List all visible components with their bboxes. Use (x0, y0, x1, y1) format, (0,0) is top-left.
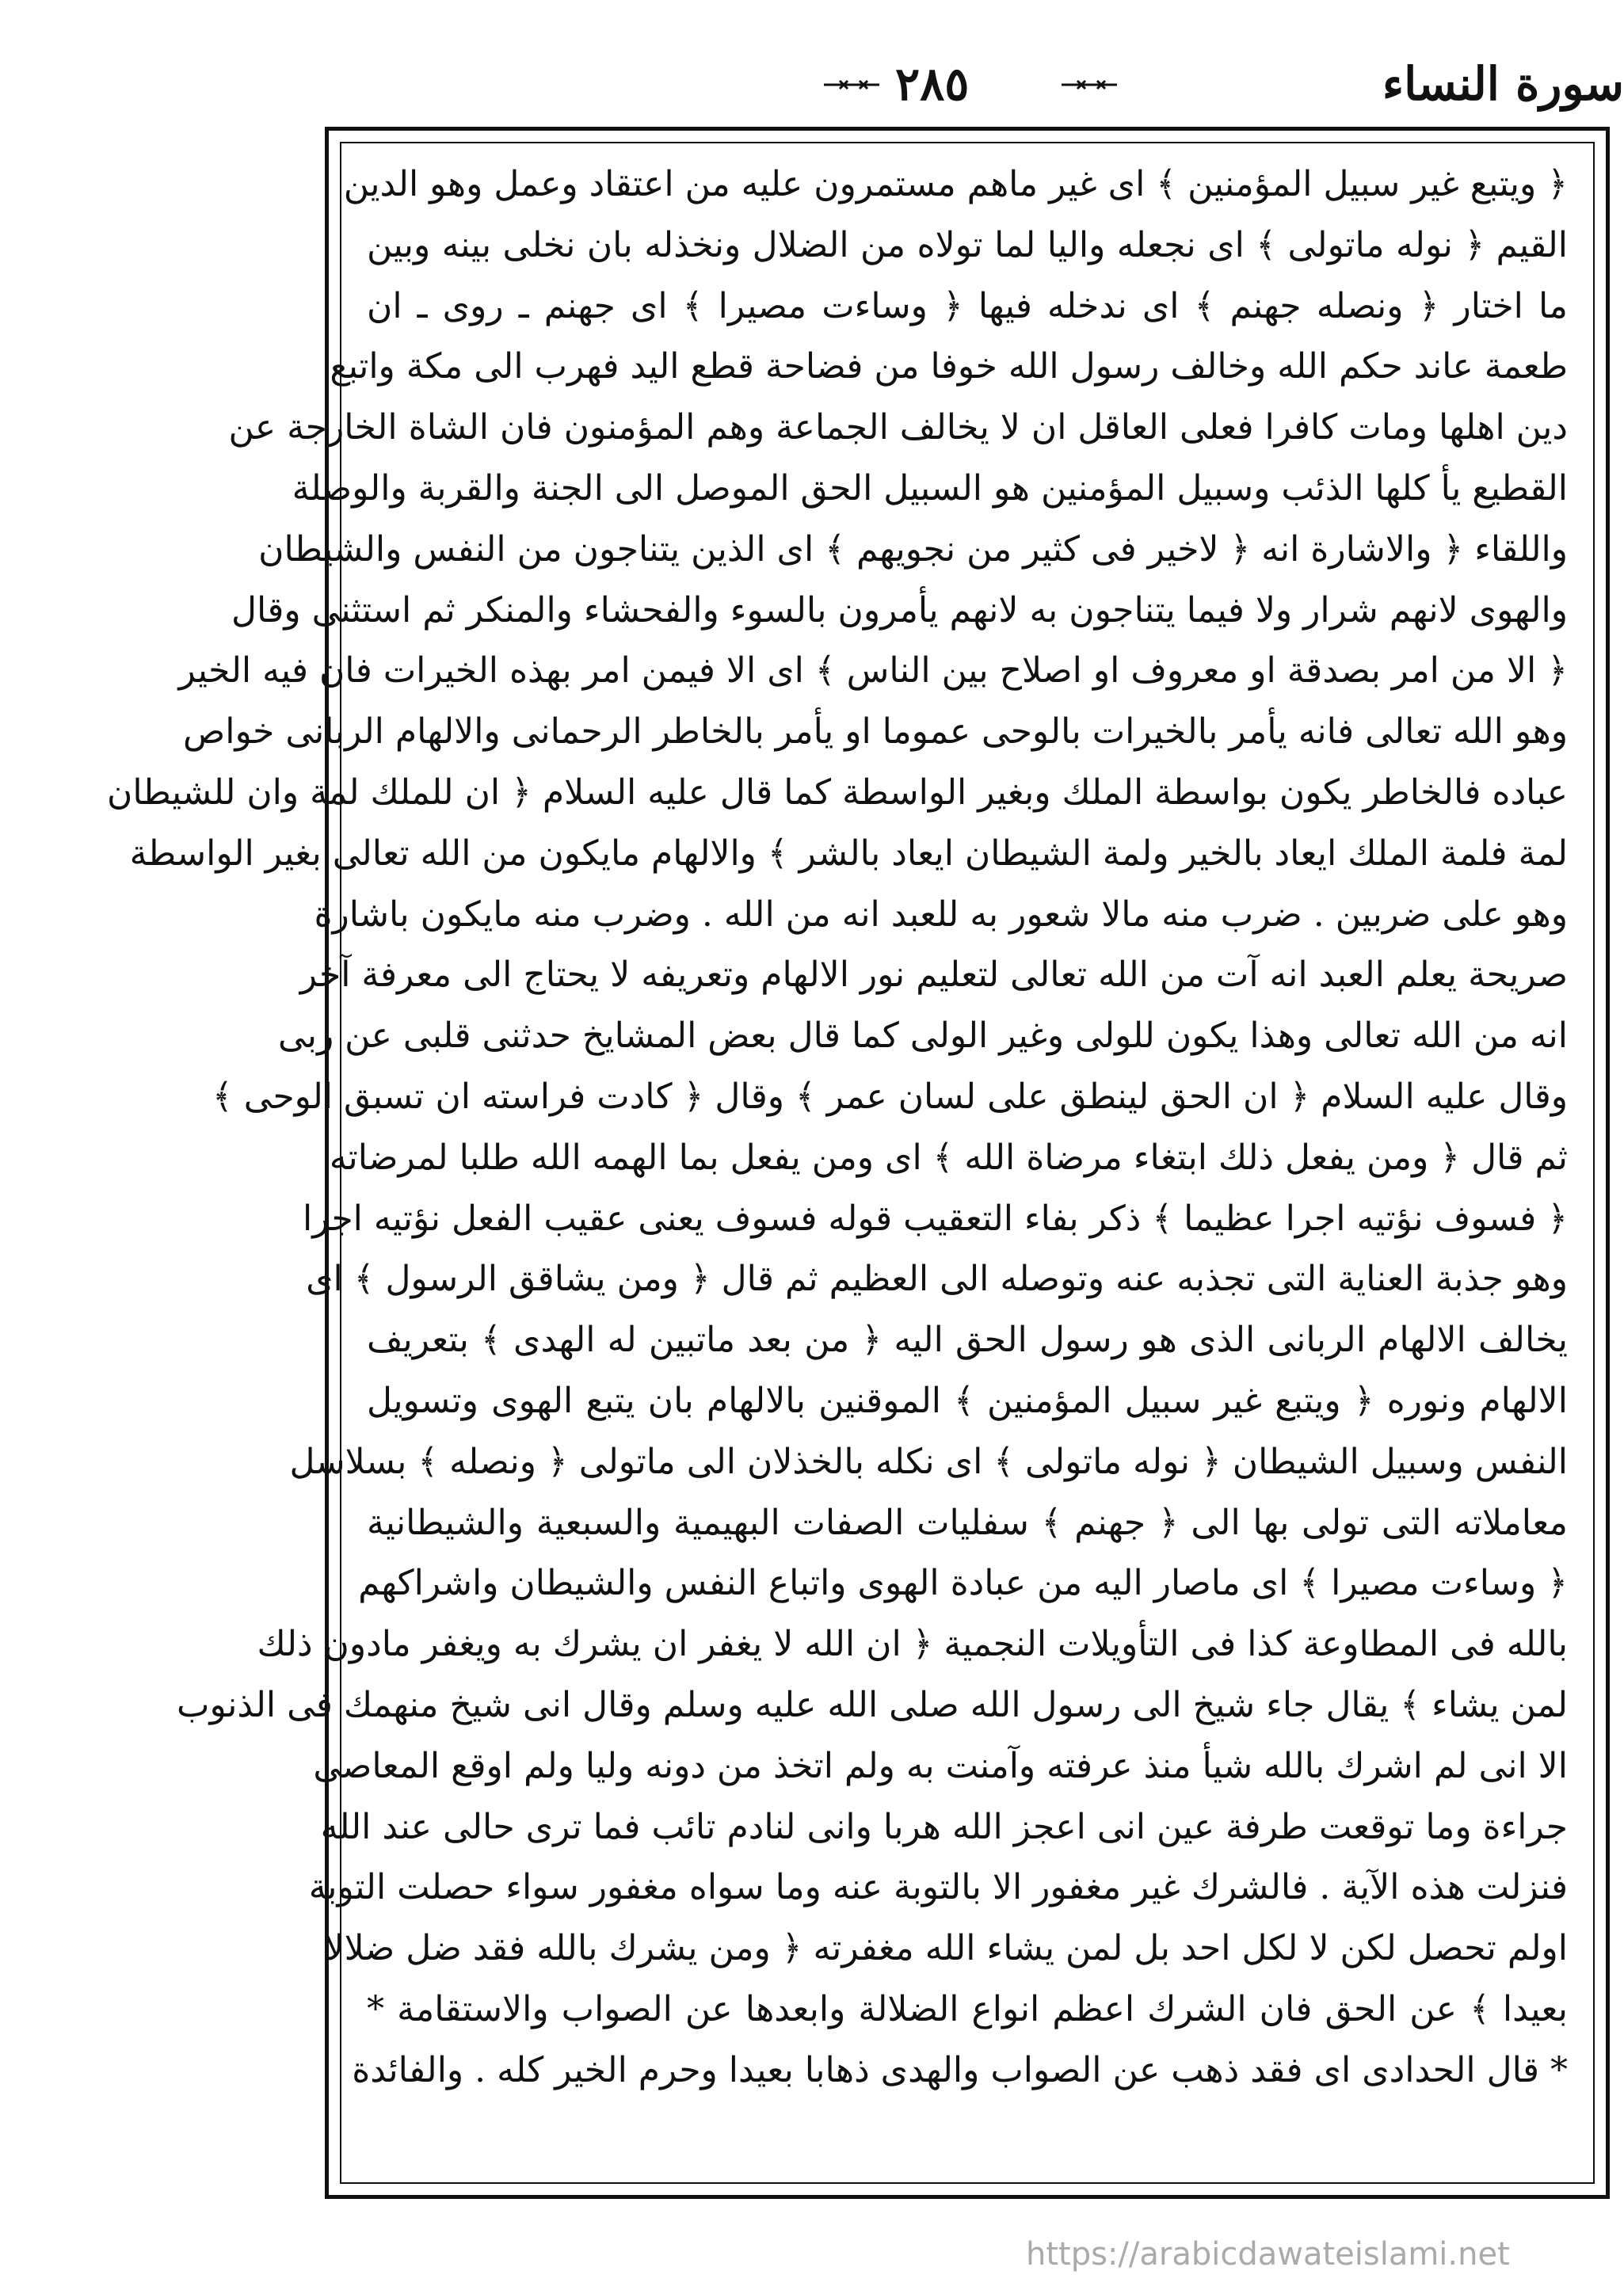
text-line: وهو الله تعالى فانه يأمر بالخيرات بالوحى عموما او يأمر بالخاطر الرحمانى والالهام الربانى خواص (183, 711, 1568, 753)
text-line: صريحة يعلم العبد انه آت من الله تعالى لتعليم نور الالهام وتعريفه لا يحتاج الى معرفة آخر (299, 954, 1568, 996)
surah-title: سورة النساء (1382, 57, 1624, 111)
text-line: ﴿ فسوف نؤتيه اجرا عظيما ﴾ ذكر بفاء التعقيب قوله فسوف يعنى عقيب الفعل نؤتيه اجرا (302, 1198, 1568, 1239)
text-frame (107, 127, 1610, 2199)
text-line: اولم تحصل لكن لا لكل احد بل لمن يشاء الله مغفرته ﴿ ومن يشرك بالله فقد ضل ضلالا (324, 1928, 1568, 1969)
text-line: ﴿ ويتبع غير سبيل المؤمنين ﴾ اى غير ماهم مستمرون عليه من اعتقاد وعمل وهو الدين (343, 164, 1568, 204)
text-line: والهوى لانهم شرار ولا فيما يتناجون به لانهم يأمرون بالسوء والفحشاء والمنكر ثم استثنى وقال (231, 589, 1568, 631)
text-line: يخالف الالهام الربانى الذى هو رسول الحق اليه ﴿ من بعد ماتبين له الهدى ﴾ بتعريف (367, 1320, 1568, 1361)
text-line: الا انى لم اشرك بالله شيأ منذ عرفته وآمنت به ولم اتخذ من دونه وليا ولم اوقع المعاصى (313, 1745, 1568, 1786)
text-line: جراءة وما توقعت طرفة عين انى اعجز الله هربا وانى لنادم تائب فما ترى حالى عند الله (320, 1806, 1568, 1847)
text-line: معاملاته التى تولى بها الى ﴿ جهنم ﴾ سفليات الصفات البهيمية والسبعية والشيطانية (367, 1502, 1568, 1543)
text-line: النفس وسبيل الشيطان ﴿ نوله ماتولى ﴾ اى نكله بالخذلان الى ماتولى ﴿ ونصله ﴾ بسلاسل (289, 1441, 1568, 1482)
text-line: عباده فالخاطر يكون بواسطة الملك وبغير الواسطة كما قال عليه السلام ﴿ ان للملك لمة وان للشيطان (107, 772, 1568, 813)
text-line: بعيدا ﴾ عن الحق فان الشرك اعظم انواع الضلالة وابعدها عن الصواب والاستقامة * (367, 1988, 1568, 2029)
text-line: القطيع يأ كلها الذئب وسبيل المؤمنين هو السبيل الحق الموصل الى الجنة والقربة والوصلة (292, 467, 1568, 509)
text-line: واللقاء ﴿ والاشارة انه ﴿ لاخير فى كثير من نجويهم ﴾ اى الذين يتناجون من النفس والشيطان (258, 528, 1568, 570)
text-line: ﴿ وساءت مصيرا ﴾ اى ماصار اليه من عبادة الهوى واتباع النفس والشيطان واشراكهم (358, 1563, 1568, 1604)
text-line: دين اهلها ومات كافرا فعلى العاقل ان لا يخالف الجماعة وهم المؤمنون فان الشاة الخارجة عن (228, 407, 1568, 448)
page-number: ٢٨٥ (895, 57, 970, 111)
text-line: بالله فى المطاوعة كذا فى التأويلات النجمية ﴿ ان الله لا يغفر ان يشرك به ويغفر مادون ذلك (257, 1624, 1568, 1665)
source-url: https://arabicdawateislami.net (1026, 2236, 1510, 2273)
text-line: وهو على ضربين . ضرب منه مالا شعور به للعبد انه من الله . وضرب منه مايكون باشارة (314, 894, 1568, 935)
text-line: ثم قال ﴿ ومن يفعل ذلك ابتغاء مرضاة الله ﴾ اى ومن يفعل بما الهمه الله طلبا لمرضاته (329, 1137, 1568, 1178)
text-line: انه من الله تعالى وهذا يكون للولى وغير الولى كما قال بعض المشايخ حدثنى قلبى عن ربى (278, 1015, 1568, 1057)
text-line: لمن يشاء ﴾ يقال جاء شيخ الى رسول الله صلى الله عليه وسلم وقال انى شيخ منهمك فى الذنوب (177, 1684, 1568, 1725)
page-header (325, 57, 1624, 120)
ornament-left-icon (824, 79, 879, 90)
text-line: * قال الحدادى اى فقد ذهب عن الصواب والهدى ذهابا بعيدا وحرم الخير كله . والفائدة (352, 2049, 1568, 2090)
text-line: لمة فلمة الملك ايعاد بالخير ولمة الشيطان ايعاد بالشر ﴾ والالهام مايكون من الله تعالى بغير الواسطة (129, 833, 1568, 874)
text-line: ﴿ الا من امر بصدقة او معروف او اصلاح بين الناس ﴾ اى الا فيمن امر بهذه الخيرات فان فيه الخير (178, 650, 1568, 692)
text-line: طعمة عاند حكم الله وخالف رسول الله خوفا من فضاحة قطع اليد فهرب الى مكة واتبع (330, 346, 1568, 387)
ornament-right-icon (1062, 79, 1117, 90)
text-line: وقال عليه السلام ﴿ ان الحق لينطق على لسان عمر ﴾ وقال ﴿ كادت فراسته ان تسبق الوحى ﴾ (212, 1076, 1568, 1117)
text-line: فنزلت هذه الآية . فالشرك غير مغفور الا بالتوبة عنه وما سواه مغفور سواء حصلت التوبة (308, 1867, 1568, 1908)
body-text (107, 154, 1568, 2171)
text-line: وهو جذبة العناية التى تجذبه عنه وتوصله الى العظيم ثم قال ﴿ ومن يشاقق الرسول ﴾ اى (306, 1259, 1568, 1300)
text-line: الالهام ونوره ﴿ ويتبع غير سبيل المؤمنين ﴾ الموقنين بالالهام بان يتبع الهوى وتسويل (367, 1380, 1568, 1421)
text-line: القيم ﴿ نوله ماتولى ﴾ اى نجعله واليا لما تولاه من الضلال ونخذله بان نخلى بينه وبين (367, 224, 1568, 265)
text-line: ما اختار ﴿ ونصله جهنم ﴾ اى ندخله فيها ﴿ وساءت مصيرا ﴾ اى جهنم ـ روى ـ ان (367, 285, 1568, 326)
